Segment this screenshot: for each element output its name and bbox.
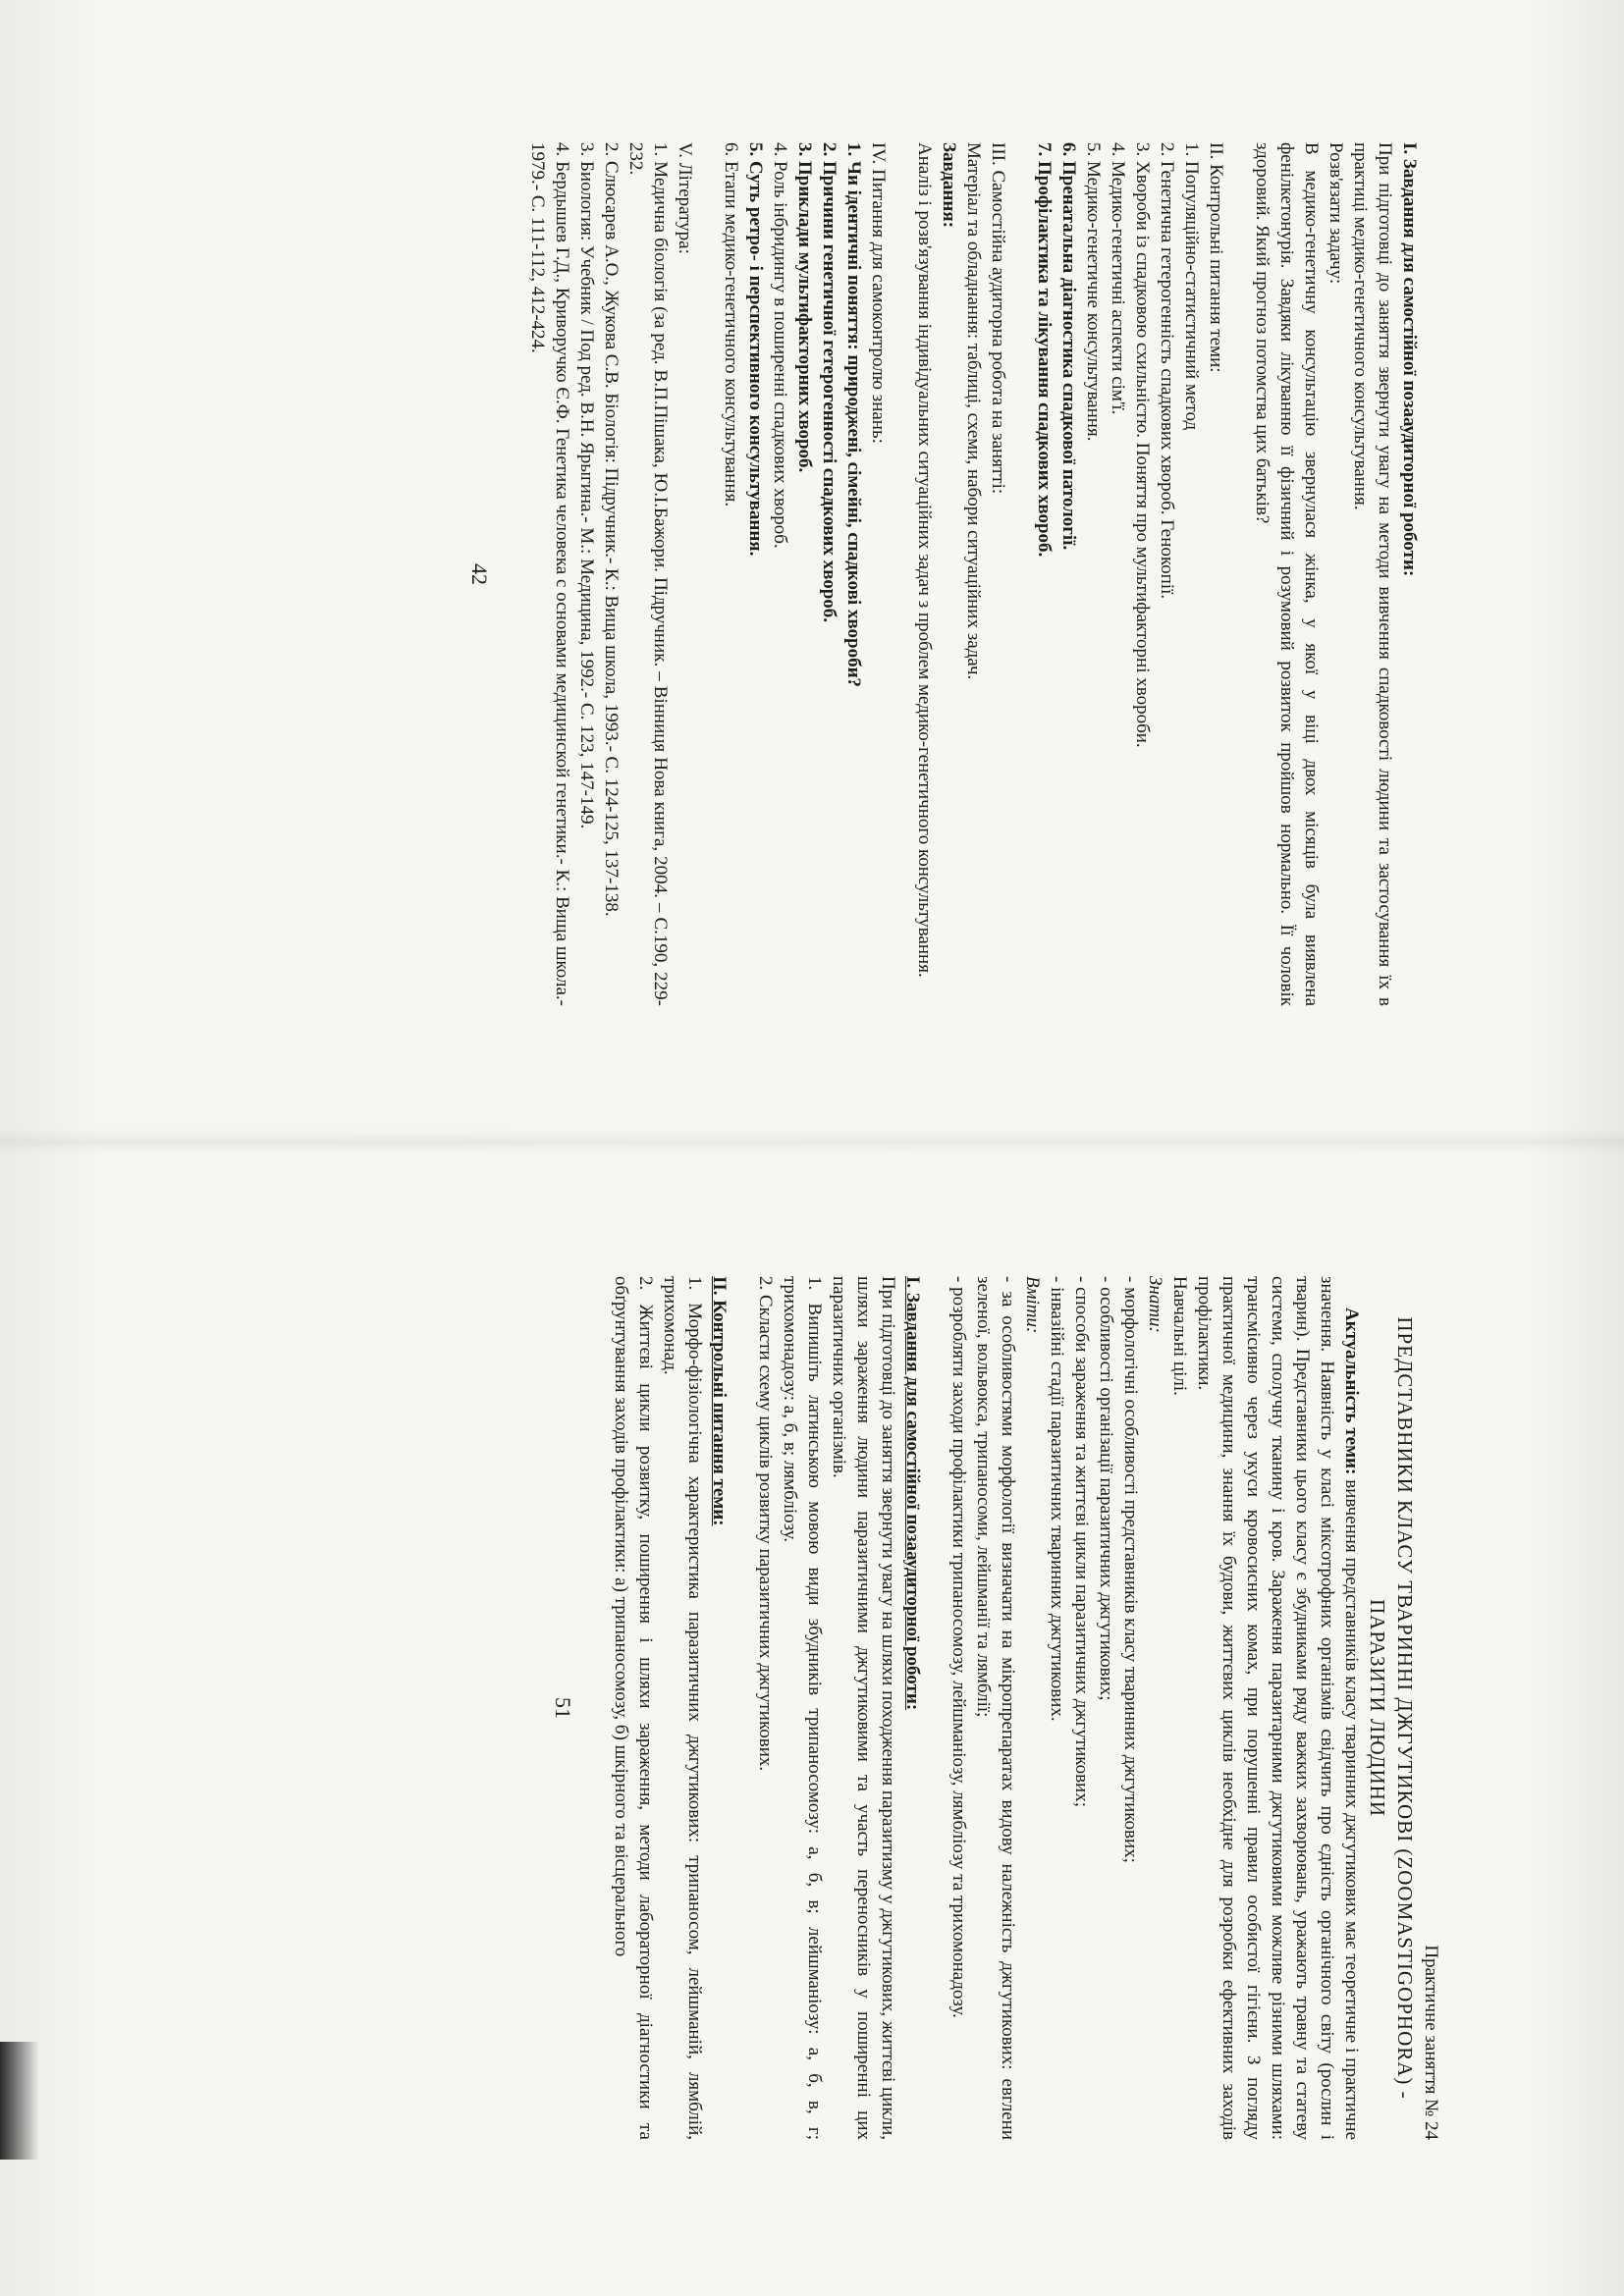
sec2-list (609, 1276, 707, 2140)
know-list (1045, 1276, 1143, 2140)
sec1-heading: I. Завдання для самостійної позааудиторної роботи: (1399, 142, 1420, 577)
list-item: 1. Чи ідентичні поняття: природжені, сімейні, спадкові хвороби? (843, 142, 864, 688)
sec1-paragraph-3: В медико-генетичну консультацію звернулася жінка, у якої у віці двох місяців була виявлена фенілкетонурія. Завдяки лікуванню її фізичний і розумовий розвиток пройшов нормально. Її чоловік здоровий. Який прогноз потомства цих батьків? (1252, 142, 1322, 1006)
page-fold (0, 1129, 1624, 1154)
sec2-block (1032, 142, 1228, 1006)
list-item: 2. Скласти схему циклів розвитку паразитичних джгутикових. (755, 1276, 776, 1772)
list-item: 5. Суть ретро- і перспективного консультування. (745, 142, 766, 557)
list-item: 5. Медико-генетичне консультування. (1083, 142, 1104, 442)
list-item: 6. Пренатальна діагностика спадкової патології. (1058, 142, 1079, 551)
sec2-list (1032, 142, 1204, 1006)
able-list (947, 1276, 1020, 2140)
goals-label: Навчальні цілі. (1169, 1276, 1190, 1396)
sec2-heading: II. Контрольні питання теми: (1206, 142, 1226, 373)
sec3-heading: III. Самостійна аудиторна робота на занятті: (988, 142, 1008, 495)
page-number: 42 (467, 563, 492, 585)
sec5-heading: V. Література: (675, 142, 695, 254)
sec2-heading: II. Контрольні питання теми: (709, 1276, 730, 1526)
actuality-paragraph (1192, 1276, 1364, 2140)
list-item: - способи зараження та життєві цикли паразитичних джгутикових; (1071, 1276, 1092, 1807)
lesson-title: ПРЕДСТАВНИКИ КЛАСУ ТВАРИННІ ДЖГУТИКОВІ (ZOOMASTIGOPHORA) - ПАРАЗИТИ ЛЮДИНИ (1366, 1316, 1417, 2100)
list-item: - за особливостями морфології визначати на мікропрепаратах видову належність джгутикових: евглени зеленої, вольвокса, трипаносоми, лейшманії та лямблії; (973, 1276, 1018, 2140)
list-item: 2. Слюсарев А.О., Жукова С.В. Біологія: Підручник.- К.: Вища школа, 1993.- С. 124-125, 137-138. (601, 142, 622, 917)
sec1-list (753, 1276, 827, 2140)
list-item: - інвазійні стадії паразитичних тваринних джгутикових. (1047, 1276, 1067, 1722)
list-item: 4. Бердышев Г.Д., Криворучко Є.Ф. Генетика человека с основами медицинской генетики.- К.: Вища школа.- 1979.- С. 111-112, 412-424. (527, 142, 572, 1006)
list-item: 7. Профілактика та лікування спадкових хвороб. (1034, 142, 1055, 558)
list-item: 2. Причини генетичної гетерогенності спадкових хвороб. (819, 142, 839, 623)
page-51 (137, 1276, 1443, 2140)
sec2-block (609, 1276, 731, 2140)
sec3-paragraph-3: Аналіз і розв'язування індивідуальних ситуаційних задач з проблем медико-генетичного консультування. (914, 142, 935, 978)
list-item: 3. Приклади мультифакторних хвороб. (794, 142, 815, 473)
actuality-label: Актуальність теми: (1341, 1308, 1362, 1475)
sec5-list (525, 142, 673, 1006)
list-item: 2. Генетична гетерогенність спадкових хвороб. Генокопії. (1157, 142, 1177, 600)
sec1-paragraph-1: При підготовці до заняття звернути увагу на методи вивчення спадковості людини та застосування їх в практиці медико-генетичного консультування. (1350, 142, 1395, 1006)
list-item: 1. Медична біологія (за ред. В.П.Пішака, Ю.І.Бажори. Підручник. – Вінниця Нова книга, 2004. – С.190, 229-232. (625, 142, 671, 1006)
sec3-block (912, 142, 1010, 1006)
list-item: - морфологічні особливості представників класу тваринних джгутикових; (1120, 1276, 1141, 1863)
list-item: 2. Життєві цикли розвитку, поширення і шляхи зараження, методи лабораторної діагностики та обґрунтування заходів профілактики: а) трипаносомозу, б) шкірного та вісцерального (611, 1276, 656, 2140)
list-item: - розробляти заходи профілактики трипаносомозу, лейшманіозу, лямбліозу та трихомонадозу. (948, 1276, 969, 2018)
sec4-block (719, 142, 891, 1006)
sec5-block (525, 142, 697, 1006)
list-item: 1. Морфо-фізіологічна характеристика паразитичних джгутикових: трипаносом, лейшманій, лямблій, трихомонад. (660, 1276, 705, 2140)
sec4-list (719, 142, 866, 1006)
scan-edge-mark (0, 2042, 39, 2160)
page-number: 51 (551, 1697, 575, 1719)
list-item: - особливості організації паразитичних джгутикових; (1096, 1276, 1116, 1701)
sec1-paragraph: При підготовці до заняття звернути увагу на шляхи походження паразитизму у джгутикових, життєві цикли, шляхи зараження людини паразитичними джгутиковими та участь переносників у поширенні цих паразитичних організмів. (829, 1276, 898, 2140)
lesson-header: Практичне заняття № 24 (1421, 1945, 1441, 2140)
know-label: Знати: (1145, 1276, 1165, 1333)
able-label: Вміти: (1022, 1276, 1043, 1334)
sec3-paragraph-1: Матеріал та обладнання: таблиці, схеми, набори ситуаційних задач. (963, 142, 984, 680)
sec1-block (753, 1276, 925, 2140)
sec4-heading: IV. Питання для самоконтролю знань: (868, 142, 889, 444)
sec1-heading: I. Завдання для самостійної позааудиторної роботи: (902, 1276, 923, 1711)
sec1-paragraph-2: Розв'язати задачу: (1326, 142, 1346, 285)
list-item: 1. Випишіть латинською мовою види збудників трипаносомозу: а, б, в; лейшманіозу: а, б, в, г; трихомонадозу: а, б, в; лямбліозу. (780, 1276, 825, 2140)
list-item: 3. Биология: Учебник / Под ред. В.Н. Ярыгина.- М.: Медицина, 1992.- С. 123, 147-149. (576, 142, 597, 829)
sec3-paragraph-2: Завдання: (939, 142, 959, 228)
list-item: 1. Популяційно-статистичний метод (1181, 142, 1202, 431)
list-item: 6. Етапи медико-генетичного консультування. (721, 142, 741, 507)
page-42 (145, 142, 1422, 1006)
list-item: 4. Роль інбридингу в поширенні спадкових хвороб. (770, 142, 790, 549)
list-item: 3. Хвороби із спадковою схильністю. Поняття про мультифакторні хвороби. (1132, 142, 1153, 748)
list-item: 4. Медико-генетичні аспекти сім'ї. (1108, 142, 1128, 415)
actuality-text: вивчення представників класу тваринних джгутикових має теоретичне і практичне значення. Наявність у класі міксотрофних організмів свідчить про єдність органічного світу (рослин і тварин). Представники цього класу є збудниками ряду важких захворювань, уражають травну та статеву системи, сполучну тканину і кров. Зараження паразитарними джгутиковими можливе різними шляхами: трансмісивно через укуси кровосисних комах, при порушенні правил особистої гігієни. З погляду практичної медицини, знання їх будови, життєвих циклів необхідне для розробки ефективних заходів профілактики. (1194, 1276, 1362, 2140)
